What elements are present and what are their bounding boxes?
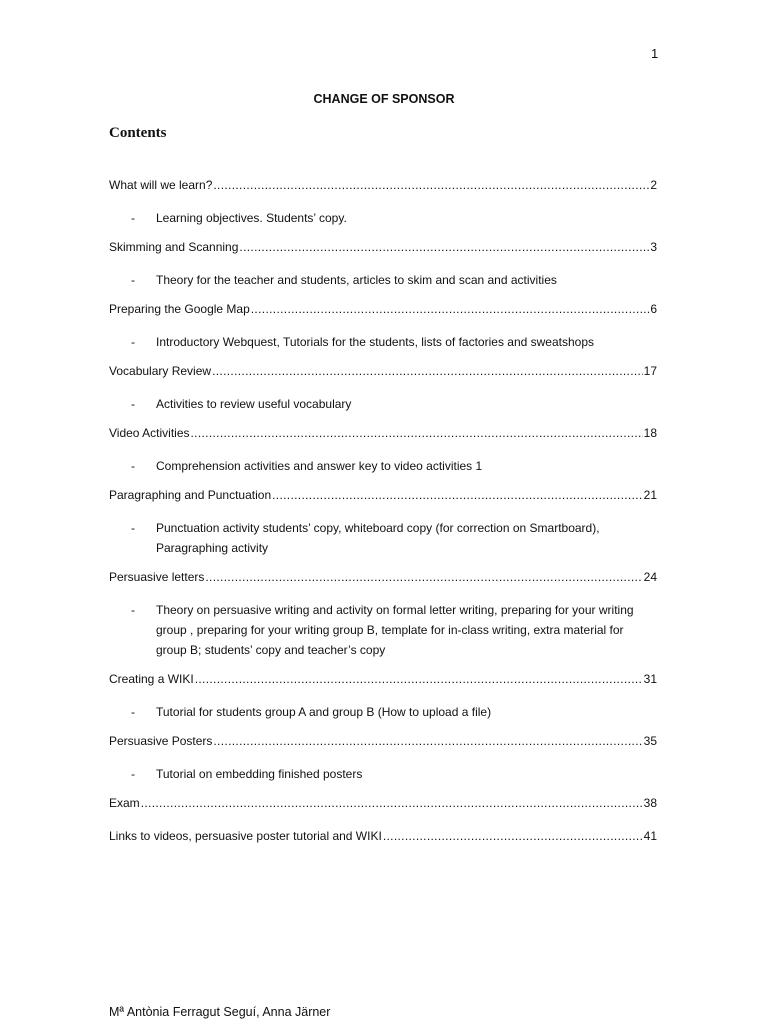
- dot-leader: [239, 240, 649, 255]
- toc-entry[interactable]: [109, 488, 657, 503]
- dot-leader: [205, 570, 642, 585]
- toc-sub-item: [109, 702, 657, 722]
- toc-entry[interactable]: [109, 570, 657, 585]
- toc-sub-item: [109, 518, 657, 558]
- toc-entry-page: 35: [643, 734, 657, 748]
- toc-entry[interactable]: [109, 829, 657, 844]
- toc-sub-item: [109, 270, 657, 290]
- dot-leader: [212, 364, 643, 379]
- bullet-dash: -: [131, 211, 135, 225]
- bullet-dash: -: [131, 603, 135, 617]
- toc-entry-title: Preparing the Google Map: [109, 302, 250, 316]
- bullet-dash: -: [131, 459, 135, 473]
- bullet-dash: -: [131, 397, 135, 411]
- toc-entry-title: Skimming and Scanning: [109, 240, 239, 254]
- toc-sub-item-text: Tutorial on embedding finished posters: [156, 767, 363, 781]
- dot-leader: [213, 734, 642, 749]
- bullet-dash: -: [131, 521, 135, 535]
- toc-entry-page: 2: [650, 178, 657, 192]
- toc-sub-item: [109, 600, 657, 660]
- document-title: CHANGE OF SPONSOR: [313, 92, 455, 106]
- toc-sub-item: [109, 332, 657, 352]
- toc-entry[interactable]: [109, 364, 657, 379]
- toc-sub-item-text: Theory on persuasive writing and activity on formal letter writing, preparing for your writing group , preparing for your writing group B, template for in-class writing, extra material for group B; students’ copy and teacher’s copy: [156, 603, 634, 657]
- toc-sub-item-text: Comprehension activities and answer key to video activities 1: [156, 459, 483, 473]
- toc-entry-title: Creating a WIKI: [109, 672, 194, 686]
- toc-sub-item: [109, 764, 657, 784]
- dot-leader: [213, 178, 649, 193]
- toc-entry-page: 17: [643, 364, 657, 378]
- dot-leader: [141, 796, 643, 811]
- toc-entry-page: 41: [643, 829, 657, 843]
- toc-entry-title: Paragraphing and Punctuation: [109, 488, 272, 502]
- toc-sub-item-text: Activities to review useful vocabulary: [156, 397, 352, 411]
- toc-entry-title: Persuasive letters: [109, 570, 205, 584]
- toc-entry-page: 3: [650, 240, 657, 254]
- contents-heading: Contents: [109, 125, 167, 141]
- toc-entry-page: 31: [643, 672, 657, 686]
- toc-entry-title: Vocabulary Review: [109, 364, 212, 378]
- dot-leader: [195, 672, 643, 687]
- toc-entry[interactable]: [109, 302, 657, 317]
- toc-sub-item: [109, 456, 657, 476]
- toc-entry[interactable]: [109, 426, 657, 441]
- table-of-contents: [109, 178, 657, 862]
- toc-entry[interactable]: [109, 796, 657, 811]
- toc-entry[interactable]: [109, 672, 657, 687]
- toc-sub-item-text: Learning objectives. Students’ copy.: [156, 211, 347, 225]
- footer-authors: Mª Antònia Ferragut Seguí, Anna Järner: [109, 1005, 331, 1019]
- bullet-dash: -: [131, 273, 135, 287]
- dot-leader: [191, 426, 643, 441]
- toc-entry-page: 6: [650, 302, 657, 316]
- toc-entry[interactable]: [109, 240, 657, 255]
- toc-entry-title: Persuasive Posters: [109, 734, 213, 748]
- dot-leader: [251, 302, 650, 317]
- toc-entry[interactable]: [109, 734, 657, 749]
- toc-entry-page: 24: [643, 570, 657, 584]
- toc-sub-item-text: Theory for the teacher and students, articles to skim and scan and activities: [156, 273, 557, 287]
- toc-sub-item-text: Introductory Webquest, Tutorials for the students, lists of factories and sweatshops: [156, 335, 594, 349]
- page-number: 1: [651, 46, 659, 61]
- bullet-dash: -: [131, 335, 135, 349]
- toc-entry-page: 21: [643, 488, 657, 502]
- toc-entry-title: Exam: [109, 796, 140, 810]
- toc-sub-item: [109, 394, 657, 414]
- bullet-dash: -: [131, 705, 135, 719]
- toc-sub-item: [109, 208, 657, 228]
- bullet-dash: -: [131, 767, 135, 781]
- toc-entry-title: What will we learn?: [109, 178, 213, 192]
- dot-leader: [383, 829, 643, 844]
- toc-entry-title: Video Activities: [109, 426, 190, 440]
- toc-entry-title: Links to videos, persuasive poster tutorial and WIKI: [109, 829, 382, 843]
- dot-leader: [272, 488, 643, 503]
- toc-sub-item-text: Punctuation activity students’ copy, whiteboard copy (for correction on Smartboard), Paragraphing activity: [156, 521, 600, 555]
- toc-sub-item-text: Tutorial for students group A and group B (How to upload a file): [156, 705, 492, 719]
- toc-entry[interactable]: [109, 178, 657, 193]
- toc-entry-page: 38: [643, 796, 657, 810]
- toc-entry-page: 18: [643, 426, 657, 440]
